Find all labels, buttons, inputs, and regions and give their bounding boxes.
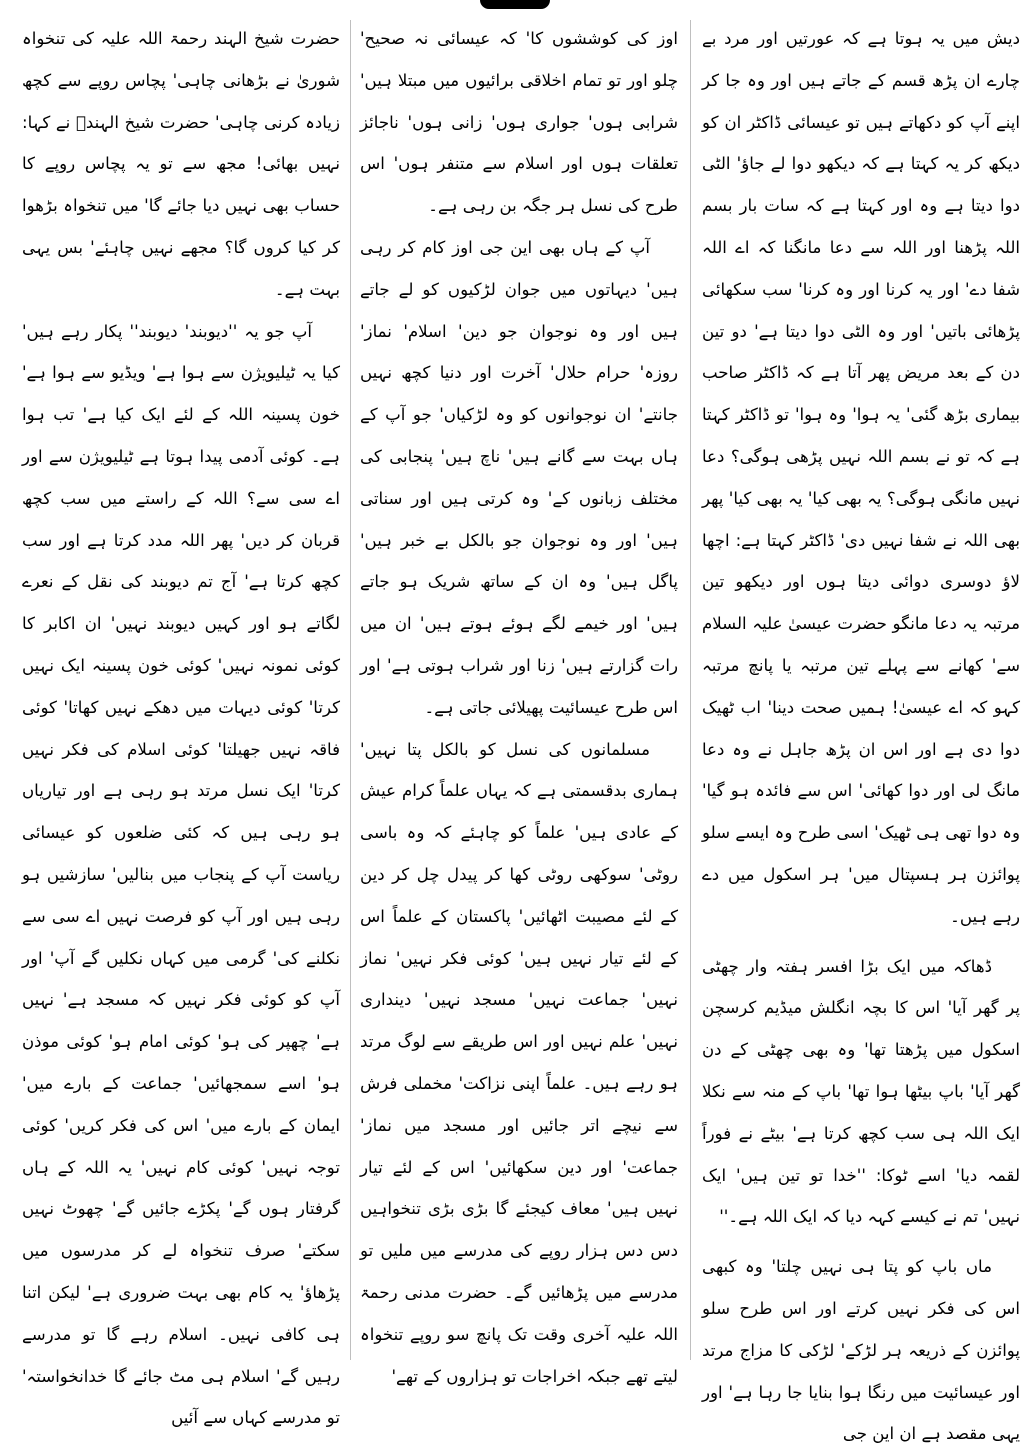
paragraph: ماں باپ کو پتا ہی نہیں چلتا' وہ کبھی اس کی فکر نہیں کرتے اور اس طرح سلو پوائزن کے ذریعہ ہر لڑکے' لڑکی کا مزاج مرتد اور عیسائیت میں رنگا ہوا بنایا جا رہا ہے' اور یہی مقصد ہے ان این جی (702, 1257, 1020, 1444)
column-divider-right (690, 20, 691, 1360)
paragraph: آپ کے ہاں بھی این جی اوز کام کر رہی ہیں' دیہاتوں میں جوان لڑکیوں کو لے جاتے ہیں اور وہ نوجوان جو دین' اسلام' نماز' روزہ' حرام حلال' آخرت اور دنیا کچھ نہیں جانتے' ان نوجوانوں کو وہ لڑکیاں' جو آپ کے ہاں بہت سے گانے ہیں' ناچ ہیں' پنجابی کی مختلف زبانوں کے' وہ کرتی ہیں اور سناتی ہیں' اور وہ نوجوان جو بالکل بے خبر ہیں' پاگل ہیں' وہ ان کے ساتھ شریک ہو جاتے ہیں' اور خیمے لگے ہوئے ہوتے ہیں' ان میں رات گزارتے ہیں' زنا اور شراب ہوتی ہے' اور اس طرح عیسائیت پھیلائی جاتی ہے۔ (360, 237, 678, 717)
text-column-middle (360, 18, 678, 1386)
column-divider-left (350, 20, 351, 1360)
page-top-ornament (480, 0, 550, 9)
text-column-right (702, 18, 1020, 1444)
paragraph: آپ جو یہ ''دیوبند' دیوبند'' پکار رہے ہیں' کیا یہ ٹیلیویژن سے ہوا ہے' ویڈیو سے ہوا ہے' خون پسینہ اللہ کے لئے ایک کیا ہے' تب ہوا ہے۔ کوئی آدمی پیدا ہوتا ہے ٹیلیویژن سے اور اے سی سے؟ اللہ کے راستے میں سب کچھ قربان کر دیں' پھر اللہ مدد کرتا ہے اور سب کچھ کرتا ہے' آج تم دیوبند کی نقل کے نعرے لگاتے ہو اور کہیں دیوبند نہیں' ان اکابر کا کوئی نمونہ نہیں' کوئی خون پسینہ ایک نہیں کرتا' کوئی دیہات میں دھکے نہیں کھاتا' کوئی فاقہ نہیں جھیلتا' کوئی اسلام کی فکر نہیں کرتا' ایک نسل مرتد ہو رہی ہے اور تیاریاں ہو رہی ہیں کہ کئی ضلعوں کو عیسائی ریاست آپ کے پنجاب میں بنالیں' سازشیں ہو رہی ہیں اور آپ کو فرصت نہیں اے سی سے نکلنے کی' گرمی میں کہاں نکلیں گے آپ' اور آپ کو کوئی فکر نہیں کہ مسجد ہے' نہیں ہے' چھپر کی ہو' کوئی امام ہو' کوئی موذن ہو' اسے سمجھائیں' جماعت کے بارے میں' ایمان کے بارے میں' اس کی فکر کریں' کوئی توجہ نہیں' کوئی کام نہیں' یہ اللہ کے ہاں گرفتار ہوں گے' پکڑے جائیں گے' چھوٹ نہیں سکتے' صرف تنخواہ لے کر مدرسوں میں پڑھاؤ' یہ کام بھی بہت ضروری ہے' لیکن اتنا ہی کافی نہیں۔ اسلام رہے گا تو مدرسے رہیں گے' اسلام ہی مٹ جائے گا خدانخواستہ' تو مدرسے کہاں سے آئیں (22, 321, 340, 1428)
paragraph: مسلمانوں کی نسل کو بالکل پتا نہیں' ہماری بدقسمتی ہے کہ یہاں علماً کرام عیش کے عادی ہیں' علماً کو چاہئے کہ وہ باسی روٹی' سوکھی روٹی کھا کر پیدل چل کر دین کے لئے مصیبت اٹھائیں' پاکستان کے علماً اس کے لئے تیار نہیں ہیں' کوئی فکر نہیں' نماز نہیں' جماعت نہیں' مسجد نہیں' دینداری نہیں' علم نہیں اور اس طریقے سے لوگ مرتد ہو رہے ہیں۔ علماً اپنی نزاکت' مخملی فرش سے نیچے اتر جائیں اور مسجد میں نماز' جماعت' اور دین سکھائیں' اس کے لئے تیار نہیں ہیں' معاف کیجئے گا بڑی بڑی تنخواہیں دس دس ہزار روپے کی مدرسے میں ملیں تو مدرسے میں پڑھائیں گے۔ حضرت مدنی رحمۃ اللہ علیہ آخری وقت تک پانچ سو روپے تنخواہ لیتے تھے جبکہ اخراجات تو ہزاروں کے تھے' (360, 739, 678, 1386)
paragraph: حضرت شیخ الہند رحمۃ اللہ علیہ کی تنخواہ شوریٰ نے بڑھانی چاہی' پچاس روپے سے کچھ زیادہ کرنی چاہی' حضرت شیخ الہندؒ نے کہا: نہیں بھائی! مجھ سے تو یہ پچاس روپے کا حساب بھی نہیں دیا جائے گا' میں تنخواہ بڑھوا کر کیا کروں گا؟ مجھے نہیں چاہئے' بس یہی بہت ہے۔ (22, 29, 340, 299)
paragraph: دیش میں یہ ہوتا ہے کہ عورتیں اور مرد بے چارے ان پڑھ قسم کے جاتے ہیں اور وہ جا کر اپنے آپ کو دکھاتے ہیں تو عیسائی ڈاکٹر ان کو دیکھ کر یہ کہتا ہے کہ دیکھو دوا لے جاؤ' الٹی دوا دیتا ہے وہ اور کہتا ہے کہ سات بار بسم اللہ پڑھنا اور اللہ سے دعا مانگنا کہ اے اللہ شفا دے' اور یہ کرنا اور وہ کرنا' سب سکھائی پڑھائی باتیں' اور وہ الٹی دوا دیتا ہے' دو تین دن کے بعد مریض پھر آتا ہے کہ ڈاکٹر صاحب بیماری بڑھ گئی' یہ ہوا' وہ ہوا' تو ڈاکٹر کہتا ہے کہ تو نے بسم اللہ نہیں پڑھی ہوگی؟ دعا نہیں مانگی ہوگی؟ یہ بھی کیا' یہ بھی کیا' پھر بھی اللہ نے شفا نہیں دی' ڈاکٹر کہتا ہے: اچھا لاؤ دوسری دوائی دیتا ہوں اور دیکھو تین مرتبہ یہ دعا مانگو حضرت عیسیٰ علیہ السلام سے' کھانے سے پہلے تین مرتبہ یا پانچ مرتبہ کہو کہ اے عیسیٰ! ہمیں صحت دینا' اب ٹھیک دوا دی ہے اور اس ان پڑھ جاہل نے وہ دعا مانگ لی اور دوا کھائی' اس سے فائدہ ہو گیا' وہ دوا تھی ہی ٹھیک' اسی طرح وہ ایسے سلو پوائزن ہر ہسپتال میں' ہر اسکول میں دے رہے ہیں۔ (702, 29, 1020, 926)
paragraph: ڈھاکہ میں ایک بڑا افسر ہفتہ وار چھٹی پر گھر آیا' اس کا بچہ انگلش میڈیم کرسچن اسکول میں پڑھتا تھا' وہ بھی چھٹی کے دن گھر آیا' باپ بیٹھا ہوا تھا' باپ کے منہ سے نکلا ایک اللہ ہی سب کچھ کرتا ہے' بیٹے نے فوراً لقمہ دیا' اسے ٹوکا: ''خدا تو تین ہیں' ایک نہیں' تم نے کیسے کہہ دیا کہ ایک اللہ ہے۔'' (702, 956, 1020, 1227)
text-column-left (22, 18, 340, 1428)
paragraph: اوز کی کوششوں کا' کہ عیسائی نہ صحیح' چلو اور تو تمام اخلاقی برائیوں میں مبتلا ہیں' شرابی ہوں' جواری ہوں' زانی ہوں' ناجائز تعلقات ہوں اور اسلام سے متنفر ہوں' اس طرح کی نسل ہر جگہ بن رہی ہے۔ (360, 29, 678, 216)
